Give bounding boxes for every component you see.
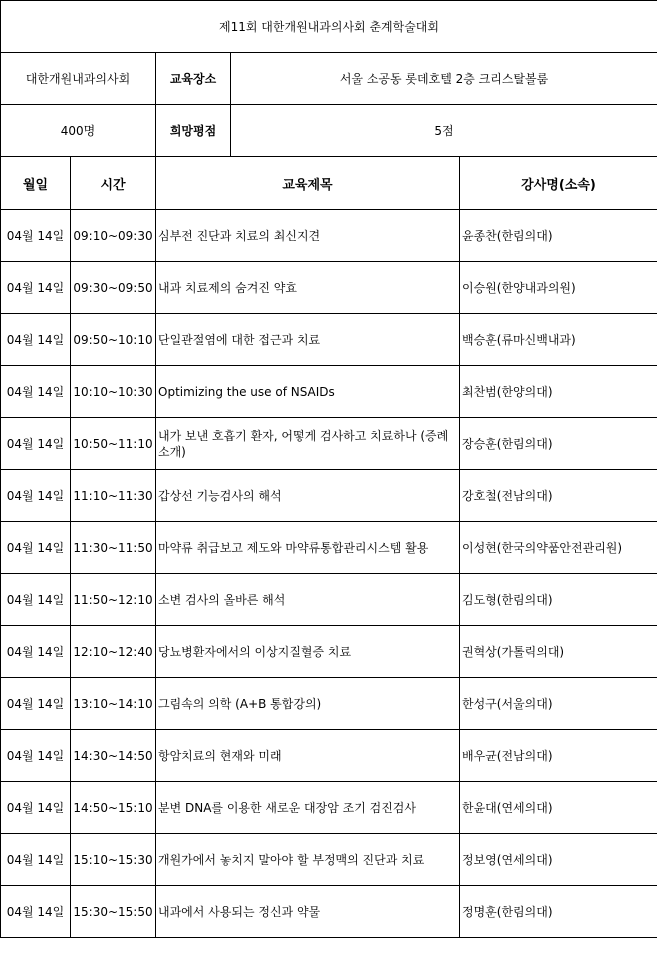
row-date: 04월 14일 [1, 366, 71, 418]
row-time: 09:10~09:30 [71, 210, 156, 262]
row-subject: 심부전 진단과 치료의 최신지견 [156, 210, 460, 262]
row-lecturer: 장승훈(한림의대) [460, 418, 657, 470]
table-row [1, 314, 657, 366]
header-subject: 교육제목 [156, 157, 460, 210]
row-time: 12:10~12:40 [71, 626, 156, 678]
row-time: 15:30~15:50 [71, 886, 156, 938]
row-date: 04월 14일 [1, 314, 71, 366]
row-subject: 분변 DNA를 이용한 새로운 대장암 조기 검진검사 [156, 782, 460, 834]
capacity: 400명 [1, 105, 156, 157]
points-value: 5점 [231, 105, 657, 157]
schedule-rows [1, 210, 657, 938]
header-lecturer: 강사명(소속) [460, 157, 657, 210]
row-time: 11:30~11:50 [71, 522, 156, 574]
row-time: 14:50~15:10 [71, 782, 156, 834]
row-subject: 내과에서 사용되는 정신과 약물 [156, 886, 460, 938]
table-row [1, 678, 657, 730]
table-row [1, 366, 657, 418]
row-subject: 갑상선 기능검사의 해석 [156, 470, 460, 522]
row-lecturer: 이승원(한양내과의원) [460, 262, 657, 314]
venue-row [1, 53, 657, 105]
row-time: 09:30~09:50 [71, 262, 156, 314]
row-subject: 단일관절염에 대한 접근과 치료 [156, 314, 460, 366]
organizer: 대한개원내과의사회 [1, 53, 156, 105]
row-lecturer: 김도형(한림의대) [460, 574, 657, 626]
row-subject: 마약류 취급보고 제도와 마약류통합관리시스템 활용 [156, 522, 460, 574]
row-time: 13:10~14:10 [71, 678, 156, 730]
table-row [1, 730, 657, 782]
row-date: 04월 14일 [1, 886, 71, 938]
row-time: 11:50~12:10 [71, 574, 156, 626]
row-lecturer: 윤종찬(한림의대) [460, 210, 657, 262]
row-time: 10:50~11:10 [71, 418, 156, 470]
row-subject: 내과 치료제의 숨겨진 약효 [156, 262, 460, 314]
row-date: 04월 14일 [1, 626, 71, 678]
row-time: 11:10~11:30 [71, 470, 156, 522]
row-lecturer: 정명훈(한림의대) [460, 886, 657, 938]
table-row [1, 626, 657, 678]
row-lecturer: 배우균(전남의대) [460, 730, 657, 782]
row-date: 04월 14일 [1, 522, 71, 574]
table-row [1, 886, 657, 938]
points-label: 희망평점 [156, 105, 231, 157]
title-row [1, 1, 657, 53]
row-lecturer: 최찬범(한양의대) [460, 366, 657, 418]
row-time: 15:10~15:30 [71, 834, 156, 886]
row-subject: 항암치료의 현재와 미래 [156, 730, 460, 782]
venue-label: 교육장소 [156, 53, 231, 105]
row-date: 04월 14일 [1, 470, 71, 522]
row-subject: 개원가에서 놓치지 말아야 할 부정맥의 진단과 치료 [156, 834, 460, 886]
row-date: 04월 14일 [1, 210, 71, 262]
header-row [1, 157, 657, 210]
row-date: 04월 14일 [1, 730, 71, 782]
row-lecturer: 강호철(전남의대) [460, 470, 657, 522]
header-time: 시간 [71, 157, 156, 210]
row-date: 04월 14일 [1, 418, 71, 470]
row-time: 10:10~10:30 [71, 366, 156, 418]
row-date: 04월 14일 [1, 678, 71, 730]
row-subject: 당뇨병환자에서의 이상지질혈증 치료 [156, 626, 460, 678]
table-row [1, 834, 657, 886]
table-row [1, 418, 657, 470]
row-subject: 소변 검사의 올바른 해석 [156, 574, 460, 626]
table-row [1, 210, 657, 262]
row-date: 04월 14일 [1, 574, 71, 626]
table-row [1, 470, 657, 522]
row-subject: Optimizing the use of NSAIDs [156, 366, 460, 418]
row-subject: 그림속의 의학 (A+B 통합강의) [156, 678, 460, 730]
row-lecturer: 한성구(서울의대) [460, 678, 657, 730]
row-lecturer: 한윤대(연세의대) [460, 782, 657, 834]
row-time: 14:30~14:50 [71, 730, 156, 782]
row-date: 04월 14일 [1, 262, 71, 314]
row-lecturer: 권혁상(가톨릭의대) [460, 626, 657, 678]
row-lecturer: 이성현(한국의약품안전관리원) [460, 522, 657, 574]
row-lecturer: 정보영(연세의대) [460, 834, 657, 886]
event-title: 제11회 대한개원내과의사회 춘계학술대회 [1, 1, 657, 53]
table-row [1, 782, 657, 834]
row-date: 04월 14일 [1, 782, 71, 834]
points-row [1, 105, 657, 157]
header-date: 월일 [1, 157, 71, 210]
venue-value: 서울 소공동 롯데호텔 2층 크리스탈볼룸 [231, 53, 657, 105]
table-row [1, 522, 657, 574]
row-subject: 내가 보낸 호흡기 환자, 어떻게 검사하고 치료하나 (증례 소개) [156, 418, 460, 470]
table-row [1, 574, 657, 626]
row-lecturer: 백승훈(류마신백내과) [460, 314, 657, 366]
table-row [1, 262, 657, 314]
row-date: 04월 14일 [1, 834, 71, 886]
row-time: 09:50~10:10 [71, 314, 156, 366]
